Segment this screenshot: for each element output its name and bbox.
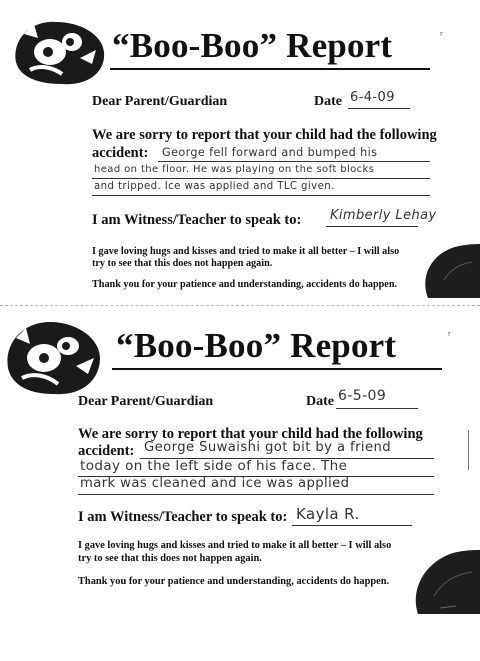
care-line-1: I gave loving hugs and kisses and tried to make it all better – I will also — [92, 246, 400, 257]
accident-text-line-1: George fell forward and bumped his — [162, 146, 378, 159]
accident-rule-3 — [92, 195, 430, 196]
corner-shadow-icon — [410, 546, 480, 616]
report-title: “Boo-Boo” Report — [116, 326, 397, 365]
accident-text-line-2: today on the left side of his face. The — [80, 458, 348, 474]
accident-text-line-1: George Suwaishi got bit by a friend — [144, 440, 392, 455]
accident-text-line-3: and tripped. Ice was applied and TLC given. — [94, 181, 335, 192]
cartoon-dog-icon — [10, 12, 110, 92]
speck-mark: ʳ — [440, 28, 443, 42]
page-divider — [0, 305, 480, 306]
edge-scan-mark — [468, 430, 469, 470]
boo-boo-report-2 — [0, 310, 480, 661]
care-line-2: try to see that this does not happen again. — [78, 553, 262, 564]
corner-shadow-icon — [418, 240, 480, 300]
signature-underline — [292, 525, 412, 526]
thanks-line: Thank you for your patience and understanding, accidents do happen. — [92, 279, 398, 290]
greeting: Dear Parent/Guardian — [78, 394, 214, 409]
witness-signature: Kayla R. — [296, 505, 360, 523]
witness-label: I am Witness/Teacher to speak to: — [92, 212, 302, 228]
report-title: “Boo-Boo” Report — [112, 26, 393, 65]
date-underline — [348, 108, 410, 109]
witness-signature: Kimberly Lehay — [330, 208, 437, 223]
date-label: Date — [314, 94, 342, 109]
date-value: 6-5-09 — [338, 388, 387, 404]
date-value: 6-4-09 — [350, 90, 395, 105]
accident-rule-1 — [158, 161, 430, 162]
sorry-line: We are sorry to report that your child had the following — [78, 426, 423, 442]
greeting: Dear Parent/Guardian — [92, 94, 228, 109]
speck-mark: ʳ — [448, 328, 451, 342]
sorry-line: We are sorry to report that your child had the following — [92, 127, 437, 143]
accident-label: accident: — [78, 443, 135, 459]
date-underline — [336, 408, 418, 409]
date-label: Date — [306, 394, 334, 409]
accident-rule-3 — [78, 494, 434, 495]
accident-rule-2 — [92, 178, 430, 179]
thanks-line: Thank you for your patience and understanding, accidents do happen. — [78, 576, 390, 587]
witness-label: I am Witness/Teacher to speak to: — [78, 509, 288, 525]
care-line-2: try to see that this does not happen again. — [92, 258, 273, 269]
accident-text-line-2: head on the floor. He was playing on the soft blocks — [94, 164, 375, 175]
accident-label: accident: — [92, 145, 149, 161]
accident-text-line-3: mark was cleaned and ice was applied — [80, 476, 350, 491]
title-underline — [112, 368, 442, 370]
signature-underline — [326, 226, 418, 227]
care-line-1: I gave loving hugs and kisses and tried to make it all better – I will also — [78, 540, 392, 551]
cartoon-dog-icon — [4, 314, 104, 400]
title-underline — [110, 68, 430, 70]
boo-boo-report-1 — [0, 0, 480, 310]
